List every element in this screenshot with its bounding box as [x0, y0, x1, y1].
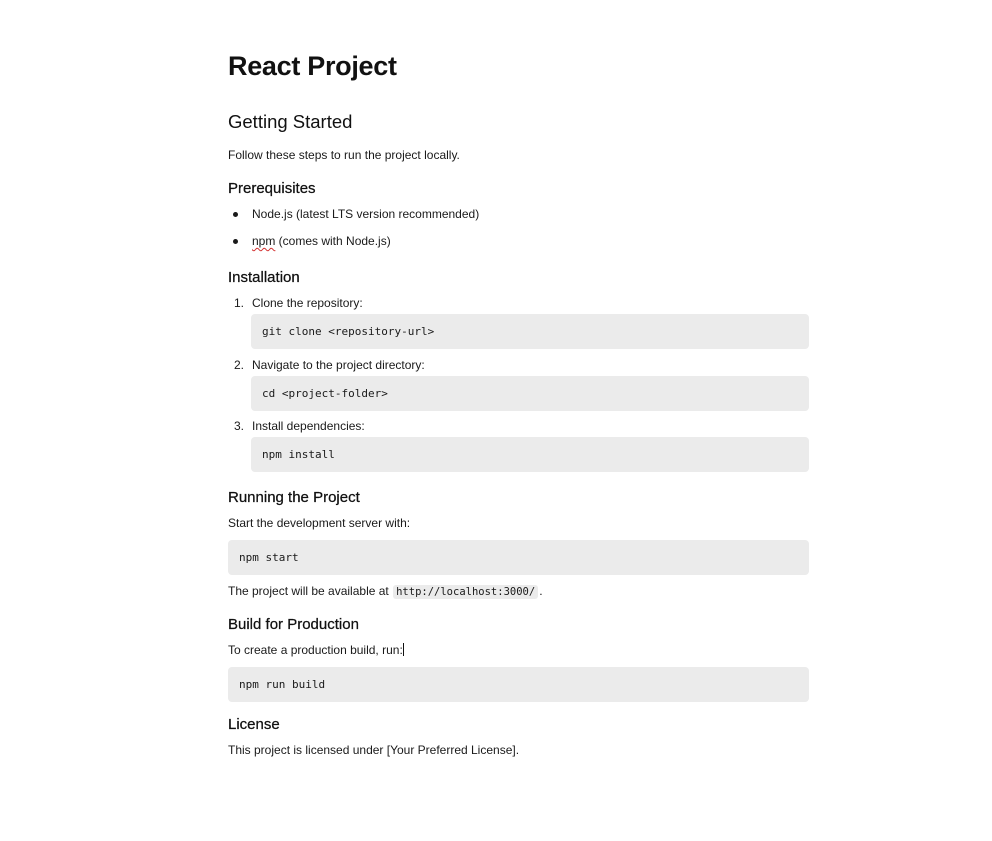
running-intro: Start the development server with: — [228, 516, 411, 530]
license-text: This project is licensed under [Your Preferred License]. — [228, 743, 520, 757]
step-number: 2. — [233, 358, 244, 372]
bullet-icon — [233, 239, 238, 244]
misspelled-word[interactable]: npm — [252, 234, 276, 248]
heading-running-the-project: Running the Project — [228, 489, 360, 506]
code-block[interactable]: npm install — [251, 437, 809, 472]
step-number: 3. — [233, 419, 244, 433]
build-intro: To create a production build, run: — [228, 643, 403, 657]
step-label: Navigate to the project directory: — [252, 358, 425, 372]
heading-getting-started: Getting Started — [228, 111, 353, 132]
list-item-text: Node.js (latest LTS version recommended) — [252, 207, 480, 221]
page-title: React Project — [228, 51, 397, 81]
bullet-icon — [233, 212, 238, 217]
code-block[interactable]: npm run build — [228, 667, 809, 702]
step-label: Install dependencies: — [252, 419, 365, 433]
code-block[interactable]: npm start — [228, 540, 809, 575]
step-number: 1. — [233, 296, 244, 310]
heading-license: License — [228, 716, 280, 733]
step-label: Clone the repository: — [252, 296, 363, 310]
list-item-text: npm (comes with Node.js) — [252, 234, 391, 248]
heading-build-for-production: Build for Production — [228, 616, 359, 633]
heading-installation: Installation — [228, 269, 300, 286]
available-at-text: The project will be available at http://localhost:3000/ . — [228, 584, 543, 598]
inline-code-url[interactable]: http://localhost:3000/ — [393, 585, 538, 599]
heading-prerequisites: Prerequisites — [228, 180, 316, 197]
code-block[interactable]: git clone <repository-url> — [251, 314, 809, 349]
code-block[interactable]: cd <project-folder> — [251, 376, 809, 411]
text-cursor — [403, 643, 404, 656]
getting-started-intro: Follow these steps to run the project locally. — [228, 148, 460, 162]
